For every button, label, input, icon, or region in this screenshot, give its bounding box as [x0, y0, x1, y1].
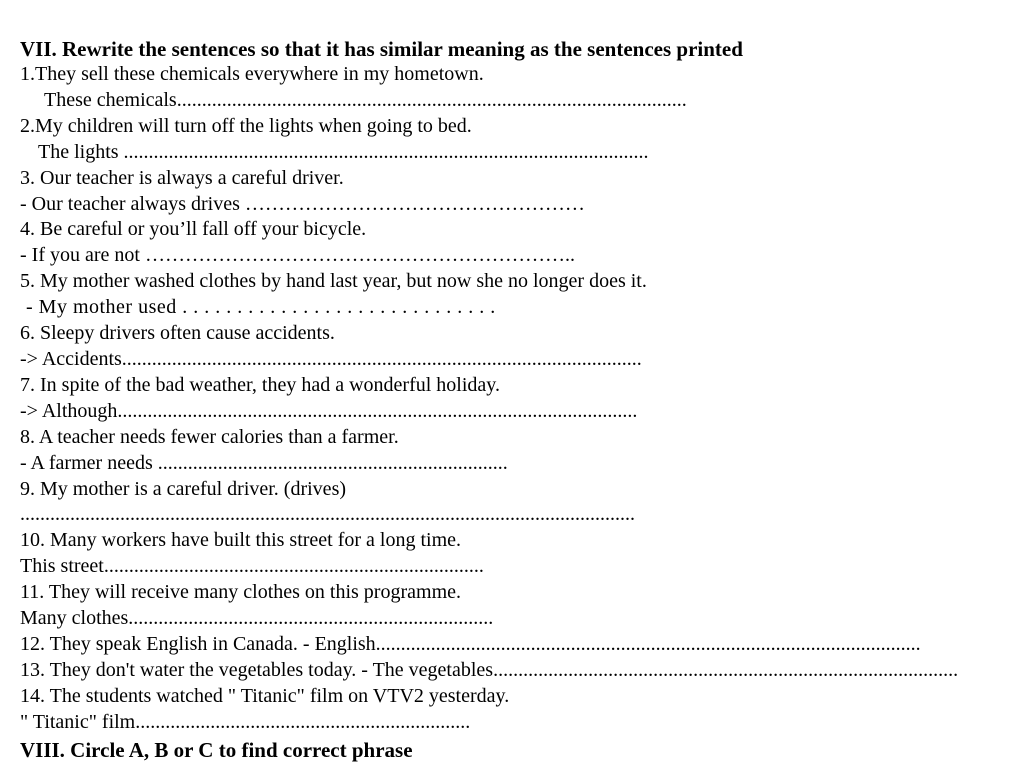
section-heading: VII. Rewrite the sentences so that it has similar meaning as the sentences printed [20, 37, 743, 61]
answer-10: This street............................................................................ [20, 555, 484, 578]
next-section-heading-cut [20, 737, 620, 762]
answer-4: - If you are not ……………………………………………………….. [20, 244, 575, 267]
answer-9: ........................................................................................................................... [20, 503, 635, 526]
answer-6: -> Accidents........................................................................................................ [20, 347, 642, 370]
question-11: 11. They will receive many clothes on this programme. [20, 581, 461, 604]
question-3: 3. Our teacher is always a careful driver. [20, 166, 344, 189]
question-6: 6. Sleepy drivers often cause accidents. [20, 322, 335, 345]
answer-2: The lights ......................................................................................................... [38, 140, 649, 163]
answer-3: - Our teacher always drives …………………………………………… [20, 192, 585, 215]
question-12: 12. They speak English in Canada. - English............................................................................................................. [20, 632, 921, 655]
answer-7: -> Although........................................................................................................ [20, 399, 638, 422]
question-2: 2.My children will turn off the lights when going to bed. [20, 114, 472, 137]
answer-11: Many clothes......................................................................... [20, 607, 494, 630]
answer-5: - My mother used . . . . . . . . . . . . . . . . . . . . . . . . . . . . . [26, 296, 496, 319]
answer-1: These chemicals...................................................................................................... [44, 88, 687, 111]
question-7: 7. In spite of the bad weather, they had a wonderful holiday. [20, 373, 500, 396]
question-5: 5. My mother washed clothes by hand last year, but now she no longer does it. [20, 270, 647, 293]
worksheet [20, 36, 1010, 736]
question-13: 13. They don't water the vegetables today. - The vegetables............................................................................................. [20, 658, 959, 681]
question-1: 1.They sell these chemicals everywhere in my hometown. [20, 63, 484, 85]
question-4: 4. Be careful or you’ll fall off your bicycle. [20, 218, 367, 241]
question-8: 8. A teacher needs fewer calories than a farmer. [20, 425, 399, 448]
next-section-heading-text: VIII. Circle A, B or C to find correct phrase [20, 738, 413, 762]
question-14: 14. The students watched " Titanic" film on VTV2 yesterday. [20, 684, 510, 707]
question-10: 10. Many workers have built this street for a long time. [20, 529, 462, 552]
question-9: 9. My mother is a careful driver. (drives) [20, 477, 347, 500]
answer-14: " Titanic" film................................................................... [20, 710, 471, 733]
answer-8: - A farmer needs ...................................................................... [20, 451, 508, 474]
